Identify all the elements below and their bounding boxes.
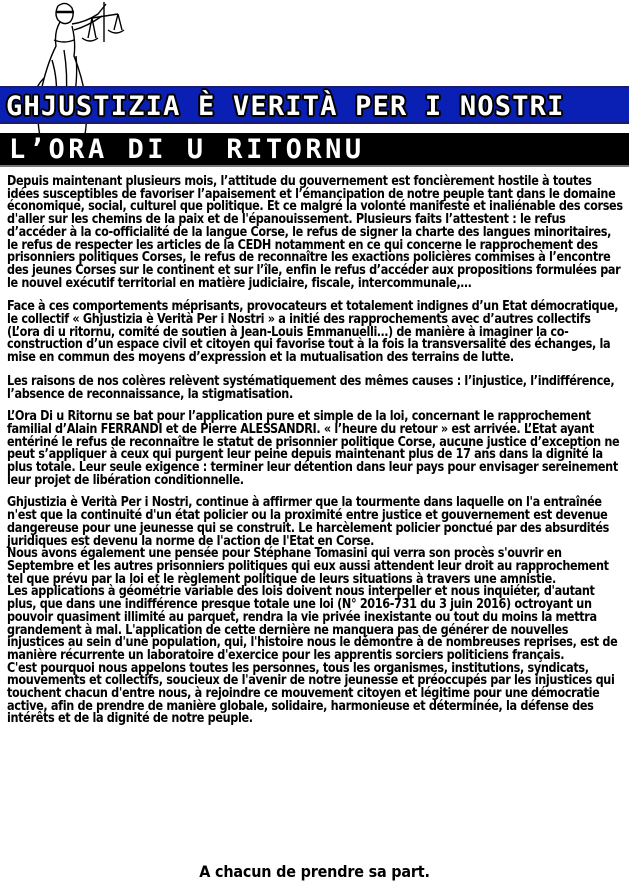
- paragraph-5: Ghjustizia è Verità Per i Nostri, continue à affirmer que la tourmente dans laquelle on l'a entraînée n'est que la continuité d'un état policier ou la proximité entre justice et gouvernement est devenue dangereuse pour une jeunesse qui se construit. Le harcèlement policier ponctué par des absurdités juridiques est devenu la norme de l'action de l'Etat en Corse.: [7, 495, 609, 549]
- closing-line: A chacun de prendre sa part.: [199, 862, 430, 881]
- page-subtitle: L’ORA DI U RITORNU: [9, 134, 365, 165]
- paragraph-4: L’Ora Di u Ritornu se bat pour l’application pure et simple de la loi, concernant le rapprochement familial d’Alain FERRANDI et de Pierre ALESSANDRI. « l’heure du retour » est arrivée. L’Etat ayant entériné le refus de reconnaître le statut de prisonnier politique Corse, aucune justice d’exception ne peut s’appliquer à ceux qui purgent leur peine depuis maintenant plus de 17 ans dans la dignité la plus totale. Leur seule exigence : terminer leur détention dans leur pays pour envisager sereinement leur projet de libération conditionnelle.: [7, 409, 620, 488]
- article-body: [7, 176, 625, 726]
- paragraph-3: Les raisons de nos colères relèvent systématiquement des mêmes causes : l’injustice, l’indifférence, l’absence de reconnaissance, la stigmatisation.: [7, 373, 615, 402]
- paragraph-8: C'est pourquoi nous appelons toutes les personnes, tous les organismes, institutions, syndicats, mouvements et collectifs, soucieux de l'avenir de notre jeunesse et préoccupés par les injustices qui touchent chacun d'entre nous, à rejoindre ce mouvement citoyen et légitime pour une démocratie active, afin de prendre de manière globale, solidaire, harmonieuse et déterminée, la défense des intérêts et de la dignité de notre peuple.: [7, 660, 615, 727]
- paragraph-1: Depuis maintenant plusieurs mois, l’attitude du gouvernement est foncièrement hostile à toutes idées susceptibles de favoriser l’apaisement et l’émancipation de notre peuple tant dans le domaine économique, social, culturel que politique. Et ce malgré la volonté manifeste et inaliénable des corses d'aller sur les chemins de la paix et de l'épanouissement. Plusieurs faits l’attestent : le refus d’accéder à la co-officialité de la langue Corse, le refus de signer la charte des langues minoritaires, le refus de respecter les articles de la CEDH notamment en ce qui concerne le rapprochement des prisonniers politiques Corses, le refus de reconnaître les exactions policières commises à l’encontre des jeunes Corses sur le continent et sur l’île, enfin le refus d’accéder aux propositions formulées par le nouvel exécutif territorial en matière judiciaire, fiscale, intercommunale,…: [7, 174, 623, 291]
- title-banner: [0, 86, 629, 124]
- subtitle-banner: [0, 133, 629, 167]
- page-title: GHJUSTIZIA È VERITÀ PER I NOSTRI: [6, 91, 565, 122]
- paragraph-2: Face à ces comportements méprisants, provocateurs et totalement indignes d’un Etat démocratique, le collectif « Ghjustizia è Verità Per i Nostri » a initié des rapprochements avec d’autres collectifs (L’ora di u ritornu, comité de soutien à Jean-Louis Emmanuelli…) de manière à imaginer la co-construction d’un espace civil et citoyen qui favorise tout à la fois la transversalité des échanges, la mise en commun des moyens d’expression et la mutualisation des terrains de lutte.: [7, 299, 619, 366]
- paragraph-6: Nous avons également une pensée pour Stéphane Tomasini qui verra son procès s'ouvrir en Septembre et les autres prisonniers politiques qui eux aussi attendent leur droit au rapprochement tel que prévu par la loi et le règlement politique de leurs situations à travers une amnistie.: [7, 546, 609, 587]
- paragraph-7: Les applications à géométrie variable des lois doivent nous interpeller et nous inquiéter, d'autant plus, que dans une indifférence presque totale une loi (N° 2016-731 du 3 juin 2016) octroyant un pouvoir quasiment illimité au parquet, rendra la vie privée inexistante ou tout du moins la mettra grandement à mal. L'application de cette dernière ne manquera pas de générer de nouvelles injustices au sein d'une population, qui, l'histoire nous le démontre à de nombreuses reprises, est de manière récurrente un laboratoire d'exercice pour les apprentis sorciers politiciens français.: [7, 584, 618, 663]
